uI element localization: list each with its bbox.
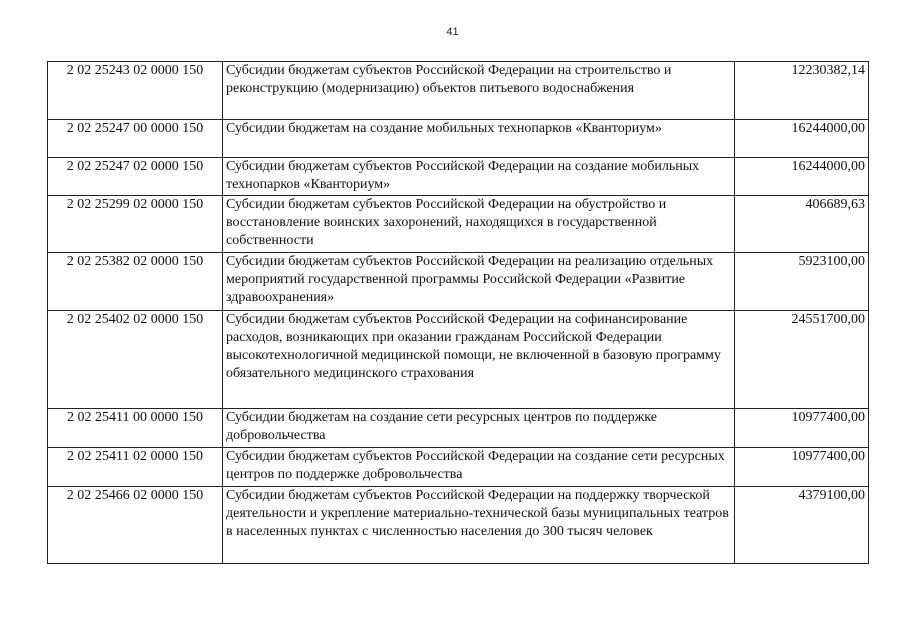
row-description: Субсидии бюджетам субъектов Российской Федерации на поддержку творческой деятельности и укрепление материально-технической базы муниципальных театров в населенных пунктах с численностью населения до 300 тысяч человек — [223, 487, 735, 564]
row-amount — [735, 253, 869, 311]
row-description: Субсидии бюджетам субъектов Российской Федерации на создание сети ресурсных центров по поддержке добровольчества — [223, 448, 735, 487]
amount-value: 16244000,00 — [791, 159, 865, 174]
row-description: Субсидии бюджетам субъектов Российской Федерации на софинансирование расходов, возникающих при оказании гражданам Российской Федерации высокотехнологичной медицинской помощи, не включенной в базовую программу обязательного медицинского страхования — [223, 311, 735, 409]
budget-code: 2 02 25247 00 0000 150 — [48, 120, 223, 158]
budget-code: 2 02 25411 00 0000 150 — [48, 409, 223, 448]
row-amount — [735, 409, 869, 448]
row-amount — [735, 311, 869, 409]
amount-value: 12230382,14 — [791, 63, 865, 78]
row-description: Субсидии бюджетам на создание сети ресурсных центров по поддержке добровольчества — [223, 409, 735, 448]
budget-code: 2 02 25382 02 0000 150 — [48, 253, 223, 311]
table-row — [48, 253, 869, 311]
table-row — [48, 311, 869, 409]
table-row — [48, 409, 869, 448]
table-row — [48, 487, 869, 564]
amount-value: 406689,63 — [805, 197, 865, 212]
row-amount — [735, 196, 869, 253]
table-row — [48, 62, 869, 120]
budget-table — [47, 61, 869, 564]
row-amount — [735, 158, 869, 196]
budget-code: 2 02 25411 02 0000 150 — [48, 448, 223, 487]
amount-value: 16244000,00 — [791, 121, 865, 136]
table-row — [48, 120, 869, 158]
row-amount — [735, 487, 869, 564]
table-row — [48, 448, 869, 487]
row-description: Субсидии бюджетам субъектов Российской Федерации на строительство и реконструкцию (модернизацию) объектов питьевого водоснабжения — [223, 62, 735, 120]
row-description: Субсидии бюджетам субъектов Российской Федерации на реализацию отдельных мероприятий государственной программы Российской Федерации «Развитие здравоохранения» — [223, 253, 735, 311]
budget-code: 2 02 25299 02 0000 150 — [48, 196, 223, 253]
budget-code: 2 02 25466 02 0000 150 — [48, 487, 223, 564]
amount-value: 24551700,00 — [791, 312, 865, 327]
amount-value: 10977400,00 — [791, 410, 865, 425]
budget-code: 2 02 25243 02 0000 150 — [48, 62, 223, 120]
amount-value: 10977400,00 — [791, 449, 865, 464]
table-row — [48, 158, 869, 196]
budget-code: 2 02 25247 02 0000 150 — [48, 158, 223, 196]
budget-code: 2 02 25402 02 0000 150 — [48, 311, 223, 409]
row-description: Субсидии бюджетам субъектов Российской Федерации на создание мобильных технопарков «Кванториум» — [223, 158, 735, 196]
row-description: Субсидии бюджетам на создание мобильных технопарков «Кванториум» — [223, 120, 735, 158]
amount-value: 5923100,00 — [798, 254, 865, 269]
page-number: 41 — [446, 26, 459, 38]
table-row — [48, 196, 869, 253]
amount-value: 4379100,00 — [798, 488, 865, 503]
row-description: Субсидии бюджетам субъектов Российской Федерации на обустройство и восстановление воинских захоронений, находящихся в государственной собственности — [223, 196, 735, 253]
row-amount — [735, 62, 869, 120]
row-amount — [735, 448, 869, 487]
row-amount — [735, 120, 869, 158]
